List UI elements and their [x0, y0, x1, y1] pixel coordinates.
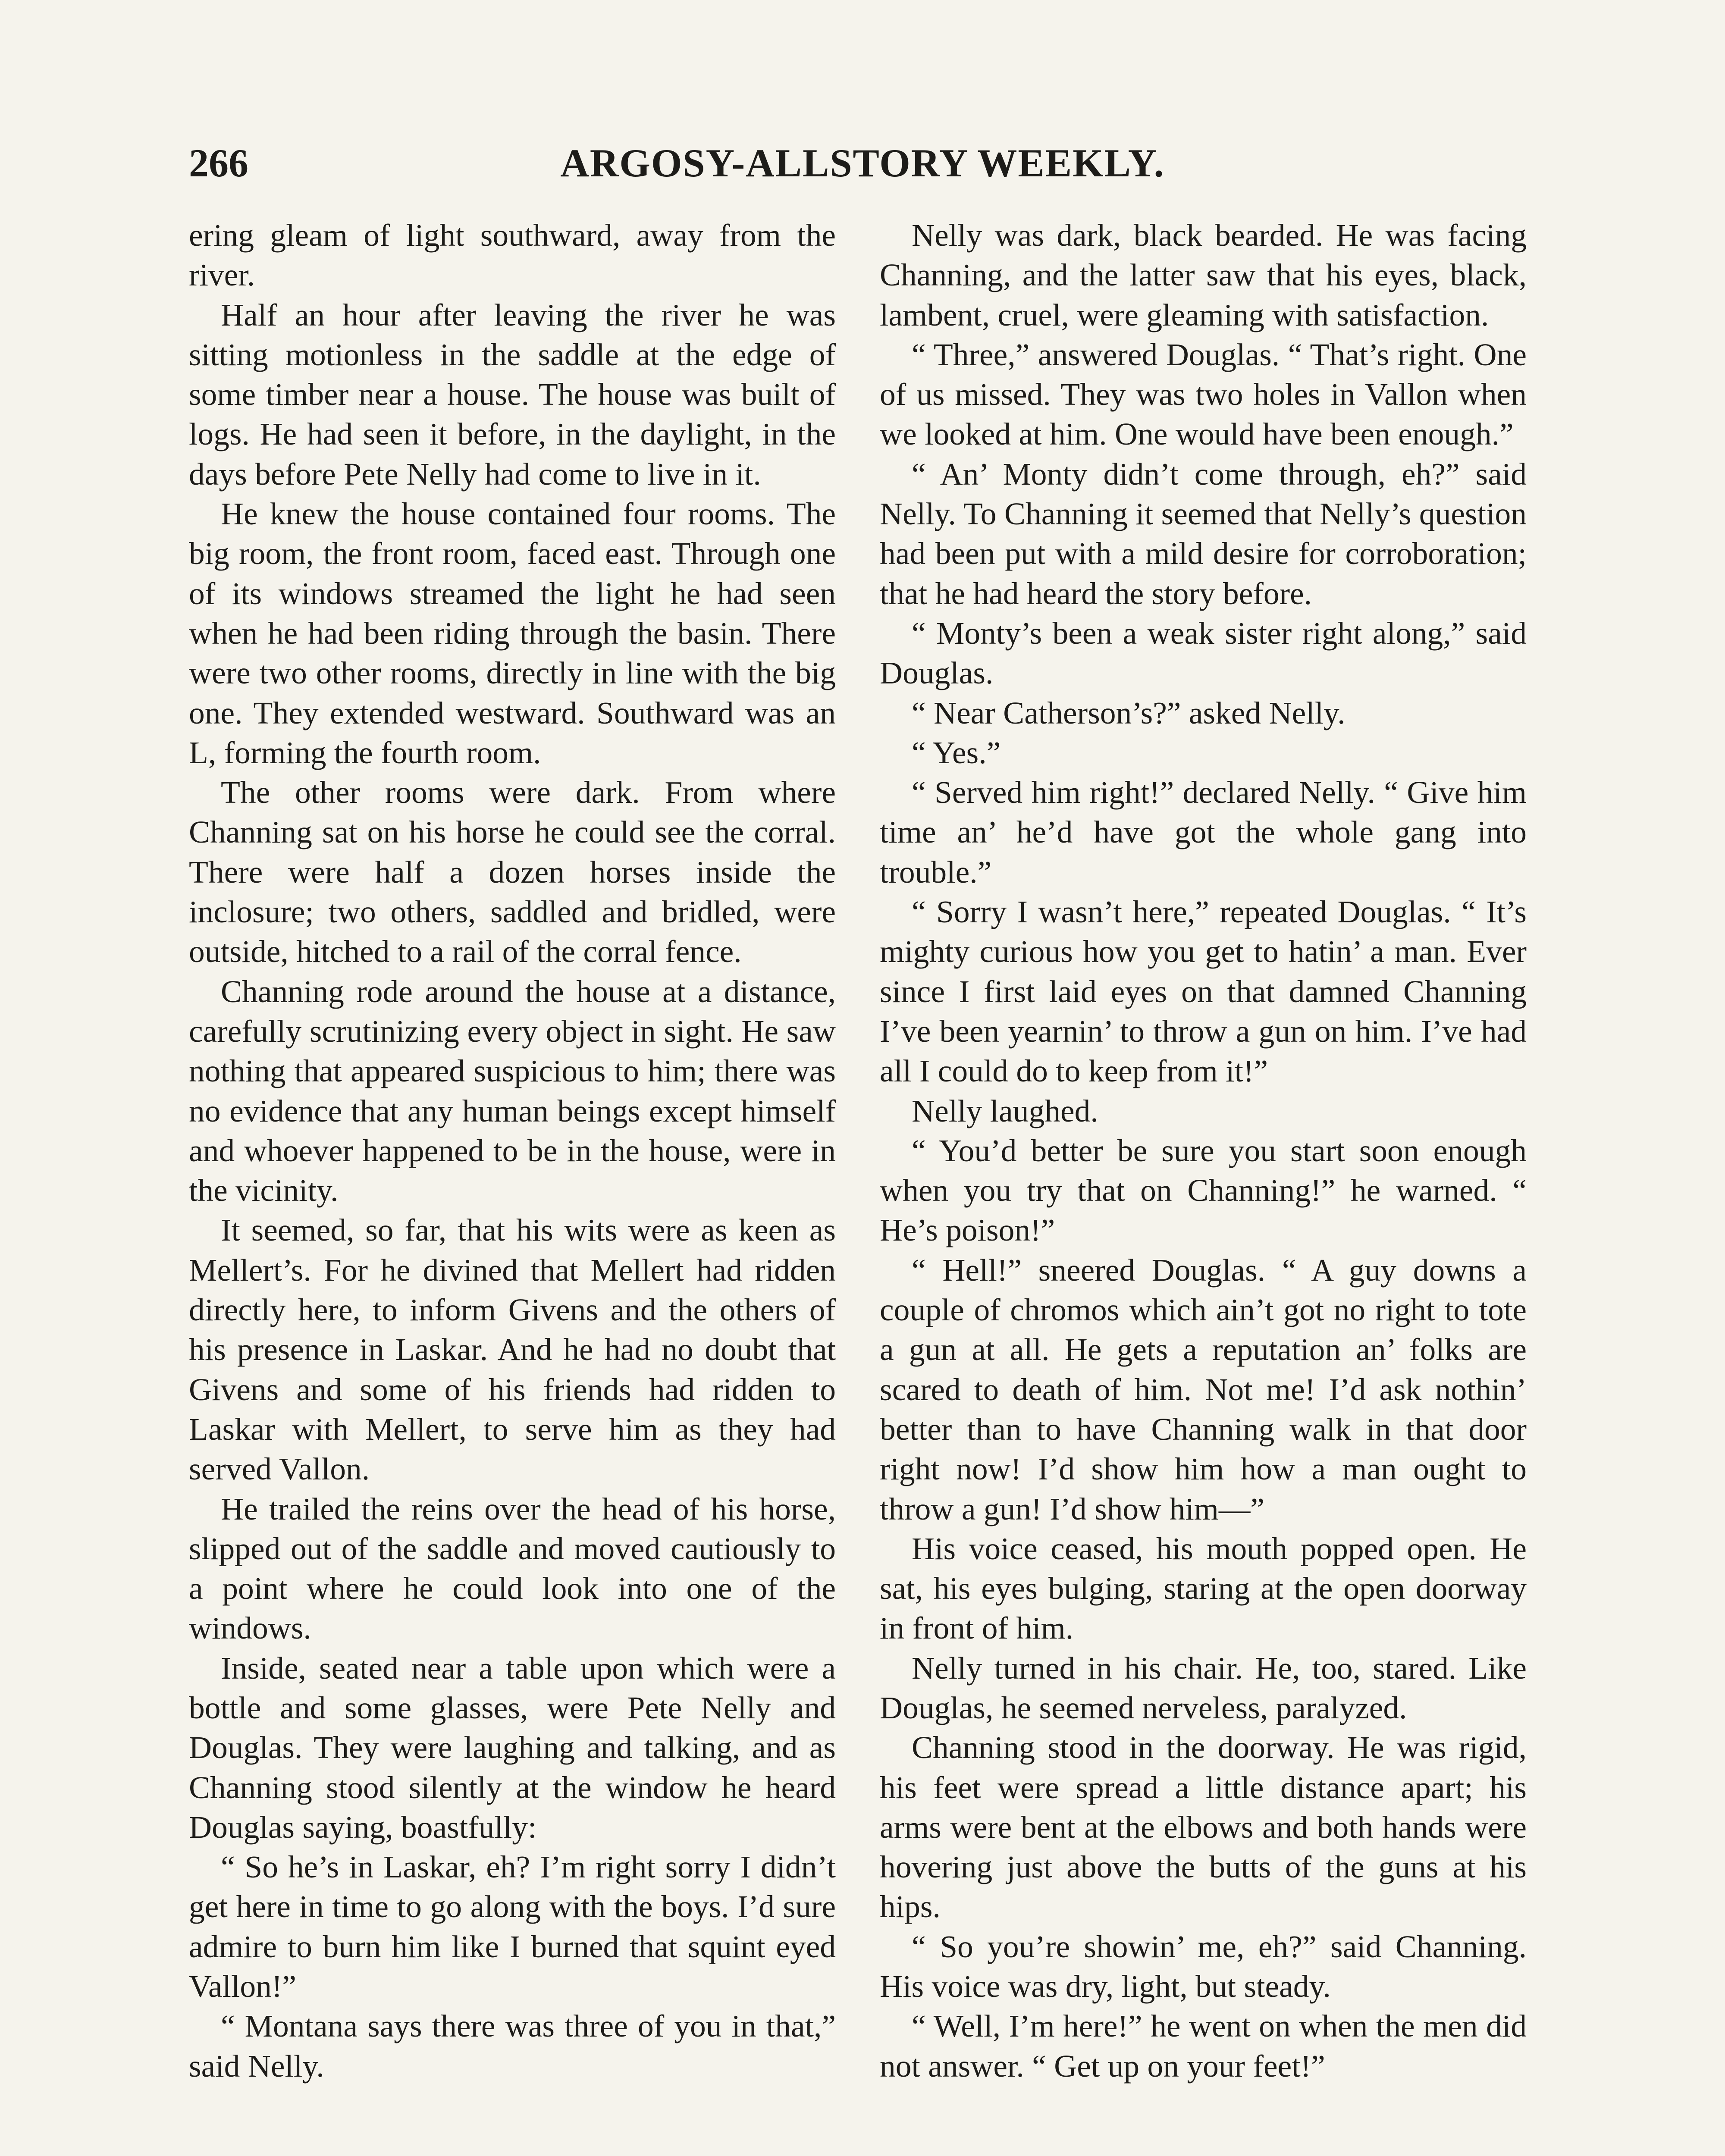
paragraph: He trailed the reins over the head of his horse, slipped out of the saddle and moved cautiously to a point where he could look into one of the windows.	[189, 1491, 836, 1646]
page-number: 266	[189, 141, 248, 185]
paragraph: “ Sorry I wasn’t here,” repeated Douglas. “ It’s mighty curious how you get to hatin’ a man. Ever since I first laid eyes on that damned Channing I’ve been yearnin’ to throw a gun on him. I’ve had all I could do to keep from it!”	[880, 894, 1527, 1089]
paragraph: “ Three,” answered Douglas. “ That’s right. One of us missed. They was two holes in Vallon when we looked at him. One would have been enough.”	[880, 337, 1527, 452]
paragraph: “ Montana says there was three of you in that,” said Nelly.	[189, 2009, 836, 2084]
paragraph: His voice ceased, his mouth popped open. He sat, his eyes bulging, staring at the open doorway in front of him.	[880, 1531, 1527, 1646]
paragraph: It seemed, so far, that his wits were as keen as Mellert’s. For he divined that Mellert had ridden directly here, to inform Givens and the others of his presence in Laskar. And he had no doubt that Givens and some of his friends had ridden to Laskar with Mellert, to serve him as they had served Vallon.	[189, 1213, 836, 1487]
paragraph: “ Served him right!” declared Nelly. “ Give him time an’ he’d have got the whole gang into trouble.”	[880, 775, 1527, 890]
paragraph: Channing stood in the doorway. He was rigid, his feet were spread a little distance apart; his arms were bent at the elbows and both hands were hovering just above the butts of the guns at his hips.	[880, 1730, 1527, 1924]
paragraph: “ So he’s in Laskar, eh? I’m right sorry I didn’t get here in time to go along with the boys. I’d sure admire to burn him like I burned that squint eyed Vallon!”	[189, 1849, 836, 2004]
paragraph: “ Near Catherson’s?” asked Nelly.	[912, 695, 1346, 730]
paragraph: He knew the house contained four rooms. The big room, the front room, faced east. Through one of its windows streamed the light he had seen when he had been riding through the basin. There were two other rooms, directly in line with the big one. They extended westward. Southward was an L, forming the fourth room.	[189, 496, 836, 770]
paragraph: Half an hour after leaving the river he was sitting motionless in the saddle at the edge of some timber near a house. The house was built of logs. He had seen it before, in the daylight, in the days before Pete Nelly had come to live in it.	[189, 297, 836, 492]
paragraph: Nelly laughed.	[912, 1093, 1098, 1128]
paragraph: The other rooms were dark. From where Channing sat on his horse he could see the corral. There were half a dozen horses inside the inclosure; two others, saddled and bridled, were outside, hitched to a rail of the corral fence.	[189, 775, 836, 969]
paragraph: Channing rode around the house at a distance, carefully scrutinizing every object in sight. He saw nothing that appeared suspicious to him; there was no evidence that any human beings except himself and whoever happened to be in the house, were in the vicinity.	[189, 974, 836, 1208]
right-column	[880, 216, 1527, 2086]
paragraph: “ Monty’s been a weak sister right along,” said Douglas.	[880, 615, 1527, 691]
paragraph: “ So you’re showin’ me, eh?” said Channing. His voice was dry, light, but steady.	[880, 1929, 1527, 2004]
left-column	[189, 216, 836, 2086]
running-head: ARGOSY-ALLSTORY WEEKLY.	[560, 141, 1165, 185]
paragraph: “ Well, I’m here!” he went on when the men did not answer. “ Get up on your feet!”	[880, 2009, 1527, 2084]
paragraph: “ You’d better be sure you start soon enough when you try that on Channing!” he warned. “ He’s poison!”	[880, 1133, 1527, 1248]
paragraph: “ Hell!” sneered Douglas. “ A guy downs a couple of chromos which ain’t got no right to tote a gun at all. He gets a reputation an’ folks are scared to death of him. Not me! I’d ask nothin’ better than to have Channing walk in that door right now! I’d show him how a man ought to throw a gun! I’d show him—”	[880, 1252, 1527, 1526]
paragraph: Nelly turned in his chair. He, too, stared. Like Douglas, he seemed nerveless, paralyzed.	[880, 1650, 1527, 1725]
paragraph: “ Yes.”	[912, 735, 1001, 770]
paragraph: ering gleam of light southward, away from the river.	[189, 218, 836, 293]
paragraph: “ An’ Monty didn’t come through, eh?” said Nelly. To Channing it seemed that Nelly’s question had been put with a mild desire for corroboration; that he had heard the story before.	[880, 456, 1527, 611]
page-header	[189, 137, 1536, 189]
paragraph: Inside, seated near a table upon which were a bottle and some glasses, were Pete Nelly and Douglas. They were laughing and talking, and as Channing stood silently at the window he heard Douglas saying, boastfully:	[189, 1650, 836, 1845]
paragraph: Nelly was dark, black bearded. He was facing Channing, and the latter saw that his eyes, black, lambent, cruel, were gleaming with satisfaction.	[880, 218, 1527, 332]
